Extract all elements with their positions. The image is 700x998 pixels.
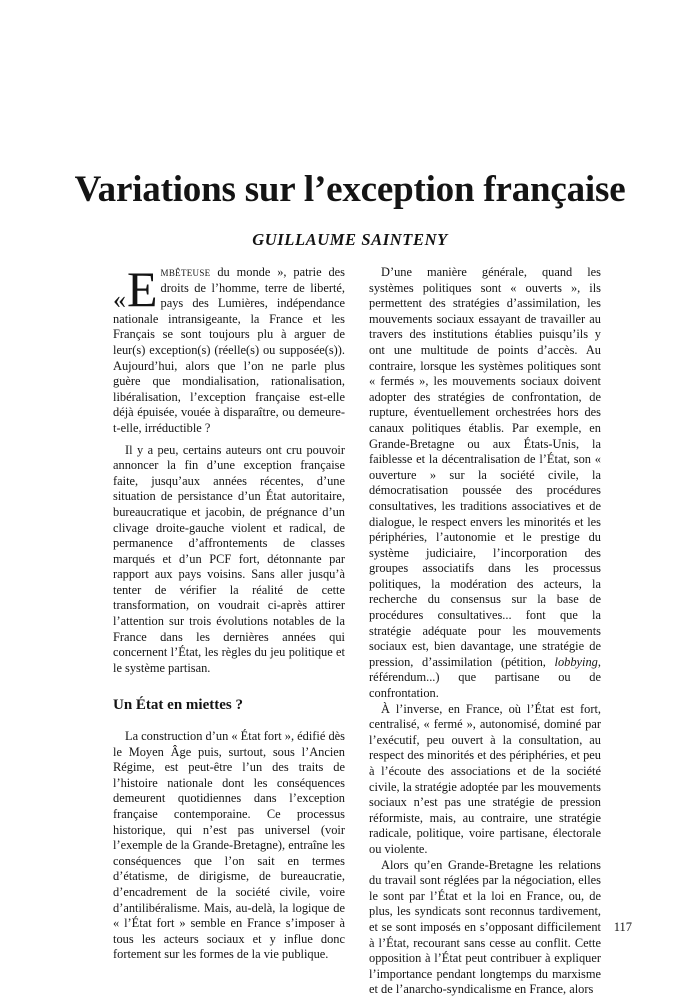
drop-cap-group xyxy=(113,261,158,317)
drop-cap-letter: E xyxy=(127,261,158,317)
italic-term: lobbying xyxy=(554,654,598,669)
lead-in-smallcaps: mbêteuse xyxy=(160,265,211,279)
paragraph: Alors qu’en Grande-Bretagne les relations du travail sont réglées par la négociation, elles le sont par l’État et la loi en France, ou, de plus, les syndicats sont reconnus tardivement, et se sont imposés en s’opposant difficilement à l’État, recourant sans cesse au conflit. Cette opposition à l’État peut contribuer à expliquer l’importance pendant longtemps du marxisme et de l’anarcho-syndicalisme en France, alors xyxy=(369,857,601,997)
paragraph xyxy=(369,265,601,702)
opening-text: du monde », patrie des droits de l’homme, terre de liberté, pays des Lumières, indépendance nationale intransigeante, la France et les Français se sont toujours plu à arguer de leur(s) exception(s) (réelle(s) ou supposée(s)). Aujourd’hui, alors que l’on ne parle plus guère que mondialisation, rationalisation, libéralisation, l’exception française est-elle déjà épuisée, vouée à disparaître, ou demeure-t-elle, irréductible ? xyxy=(113,265,345,435)
article-title: Variations sur l’exception française xyxy=(74,169,626,210)
opening-paragraph xyxy=(113,261,345,437)
paragraph-text: D’une manière générale, quand les systèmes politiques sont « ouverts », ils permettent des stratégies d’assimilation, les mouvements sociaux essayant de travailler au travers des institutions établies puisqu’ils y ont une multitude de points d’accès. Au contraire, lorsque les systèmes politiques sont « fermés », les mouvements sociaux doivent adopter des stratégies de confrontation, de rupture, éventuellement orchestrées hors des canaux politiques établis. Par exemple, en Grande-Bretagne ou aux États-Unis, la faiblesse et la décentralisation de l’État, son « ouverture » sur la société civile, la démocratisation poussée des procédures consultatives, les traditions associatives et de dialogue, le respect envers les minorités et les périphéries, l’autonomie et le prestige du système judiciaire, l’incorporation des groupes associatifs dans les processus politiques, la modération des acteurs, la recherche du consensus sur la base de procédures consultatives... font que la stratégie adéquate pour les mouvements sociaux est, bien davantage, une stratégie de pression, d’assimilation (pétition, xyxy=(369,265,601,669)
section-heading: Un État en miettes ? xyxy=(113,697,243,714)
paragraph-text: , référendum...) que partisane ou de confrontation. xyxy=(369,654,601,701)
left-column xyxy=(113,261,345,963)
right-column xyxy=(369,265,601,998)
opening-guillemet: « xyxy=(113,285,126,314)
page-number: 117 xyxy=(613,920,632,934)
paragraph: La construction d’un « État fort », édifié dès le Moyen Âge puis, surtout, sous l’Ancien Régime, est peut-être l’un des traits de l’histoire nationale dont les conséquences demeurent quotidiennes dans l’exception française contemporaine. Ce processus historique, qui n’est pas universel (voir l’exemple de la Grande-Bretagne), entraîne les conséquences que l’on sait en termes d’étatisme, de dirigisme, de bureaucratie, d’encadrement de la société civile, voire d’antilibéralisme. Mais, au-delà, la logique de « l’État fort » semble en France s’imposer à tous les acteurs sociaux et y influe donc fortement sur les formes de la vie publique. xyxy=(113,729,345,962)
paragraph: À l’inverse, en France, où l’État est fort, centralisé, « fermé », autonomisé, dominé par l’exécutif, peu ouvert à la consultation, au respect des minorités et des périphéries, et peu à l’écoute des associations et de la société civile, la stratégie adoptée par les mouvements sociaux n’est pas une stratégie de pression réformiste, mais, au contraire, une stratégie radicale, politique, voire partisane, électorale ou violente. xyxy=(369,701,601,856)
paragraph: Il y a peu, certains auteurs ont cru pouvoir annoncer la fin d’une exception française faite, jusqu’aux années récentes, d’une situation de persistance d’un État autoritaire, bureaucratique et jacobin, de prégnance d’un clivage droite-gauche violent et radical, de permanence d’affrontements de classes marqués et d’un PCF fort, détonnante par rapport aux pays voisins. Sans aller jusqu’à tenter de vérifier la réalité de cette transformation, on voudrait ci-après attirer l’attention sur trois évolutions notables de la France dans les dernières années qui concernent l’État, les règles du jeu politique et le système partisan. xyxy=(113,442,345,675)
article-author: GUILLAUME SAINTENY xyxy=(252,230,448,249)
